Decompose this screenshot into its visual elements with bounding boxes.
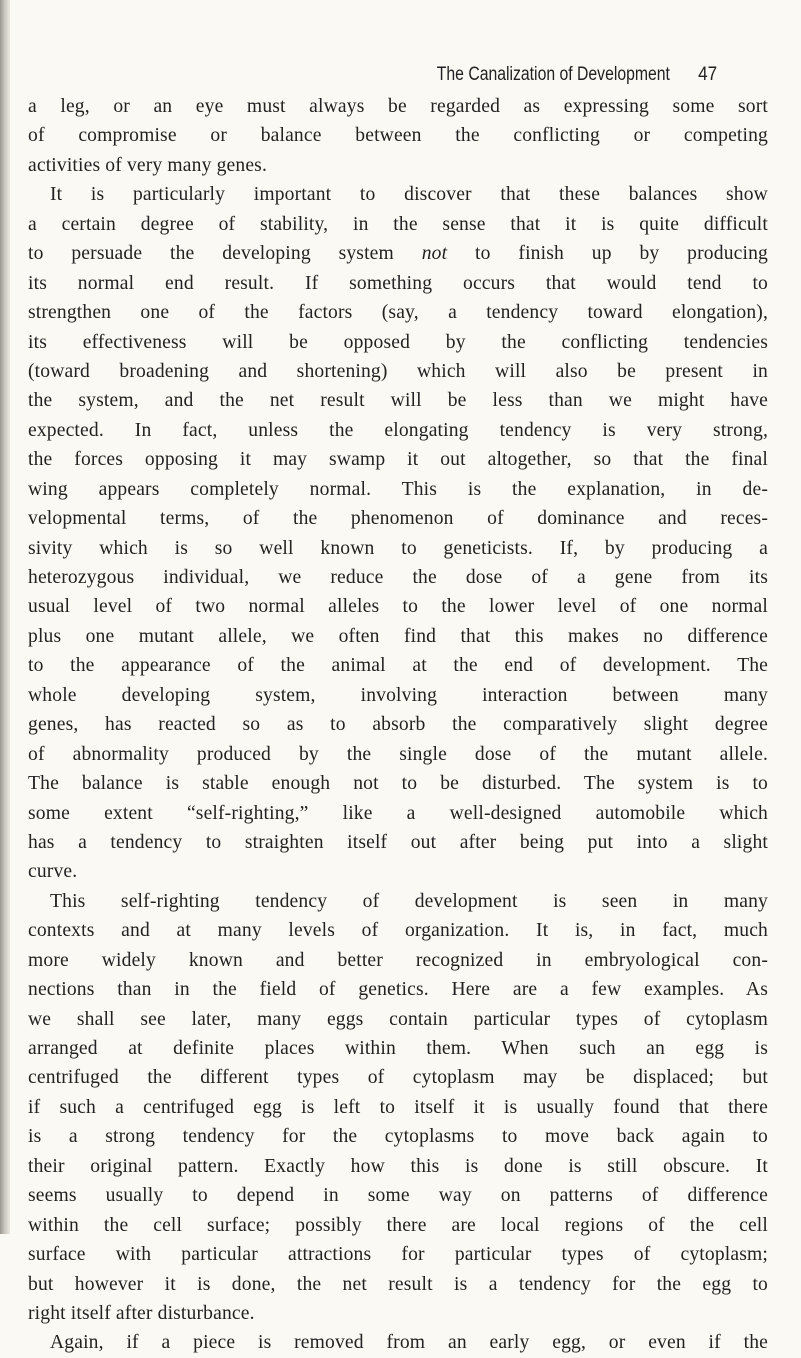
text-line: but however it is done, the net result is a tendency for the egg to (28, 1273, 768, 1295)
text-line: genes, has reacted so as to absorb the comparatively slight degree (28, 714, 768, 736)
running-title: The Canalization of Development (436, 64, 670, 85)
text-line: of compromise or balance between the conflicting or competing (28, 125, 768, 147)
emphasis: not (421, 243, 448, 265)
text-line: of abnormality produced by the single dose of the mutant allele. (28, 743, 768, 765)
text-line: we shall see later, many eggs contain particular types of cytoplasm (28, 1008, 768, 1030)
text-line: contexts and at many levels of organization. It is, in fact, much (28, 920, 768, 942)
text-line: whole developing system, involving interaction between many (28, 684, 768, 706)
text-line: to persuade the developing system not to finish up by producing (28, 243, 768, 265)
text-line: (toward broadening and shortening) which will also be present in (28, 360, 768, 382)
text-line: usual level of two normal alleles to the lower level of one normal (28, 596, 768, 618)
text-line: some extent “self-righting,” like a well-designed automobile which (28, 802, 768, 824)
text-line: surface with particular attractions for particular types of cytoplasm; (28, 1244, 768, 1266)
body-text (28, 92, 768, 1358)
text-line: more widely known and better recognized in embryological con- (28, 949, 768, 971)
book-spine-shadow (0, 0, 10, 1234)
text-line: velopmental terms, of the phenomenon of dominance and reces- (28, 508, 768, 530)
text-line: sivity which is so well known to geneticists. If, by producing a (28, 537, 768, 559)
text-line: strengthen one of the factors (say, a tendency toward elongation), (28, 302, 768, 324)
text-line: wing appears completely normal. This is the explanation, in de- (28, 478, 768, 500)
text-line: nections than in the field of genetics. Here are a few examples. As (28, 979, 768, 1001)
text-line: seems usually to depend in some way on patterns of difference (28, 1185, 768, 1207)
text-line: This self-righting tendency of development is seen in many (50, 890, 768, 912)
text-line: arranged at definite places within them. When such an egg is (28, 1038, 768, 1059)
text-line: to the appearance of the animal at the end of development. The (28, 655, 768, 677)
text-line: activities of very many genes. (28, 154, 268, 176)
text-line: The balance is stable enough not to be disturbed. The system is to (28, 773, 768, 795)
text-line: the forces opposing it may swamp it out altogether, so that the final (28, 449, 768, 471)
text-line: It is particularly important to discover that these balances show (50, 184, 768, 206)
text-line: plus one mutant allele, we often find that this makes no difference (28, 625, 768, 647)
text-line: centrifuged the different types of cytoplasm may be displaced; but (28, 1067, 768, 1089)
text-line: within the cell surface; possibly there are local regions of the cell (28, 1214, 768, 1236)
text-line: a certain degree of stability, in the sense that it is quite difficult (28, 213, 768, 235)
running-head (0, 64, 801, 90)
text-line: Again, if a piece is removed from an early egg, or even if the (50, 1332, 768, 1354)
text-line: heterozygous individual, we reduce the dose of a gene from its (28, 567, 768, 588)
page-number: 47 (697, 64, 717, 85)
text-line: curve. (28, 861, 78, 883)
text-line: the system, and the net result will be less than we might have (28, 390, 768, 412)
text-line: their original pattern. Exactly how this is done is still obscure. It (28, 1155, 768, 1177)
text-line: its normal end result. If something occurs that would tend to (28, 272, 768, 294)
text-line: its effectiveness will be opposed by the conflicting tendencies (28, 331, 768, 353)
text-line: expected. In fact, unless the elongating tendency is very strong, (28, 419, 768, 441)
text-line: has a tendency to straighten itself out after being put into a slight (28, 831, 768, 853)
text-line: right itself after disturbance. (28, 1302, 255, 1324)
text-line: a leg, or an eye must always be regarded as expressing some sort (28, 96, 768, 117)
text-line: is a strong tendency for the cytoplasms to move back again to (28, 1126, 768, 1148)
text-line: if such a centrifuged egg is left to itself it is usually found that there (28, 1096, 768, 1118)
